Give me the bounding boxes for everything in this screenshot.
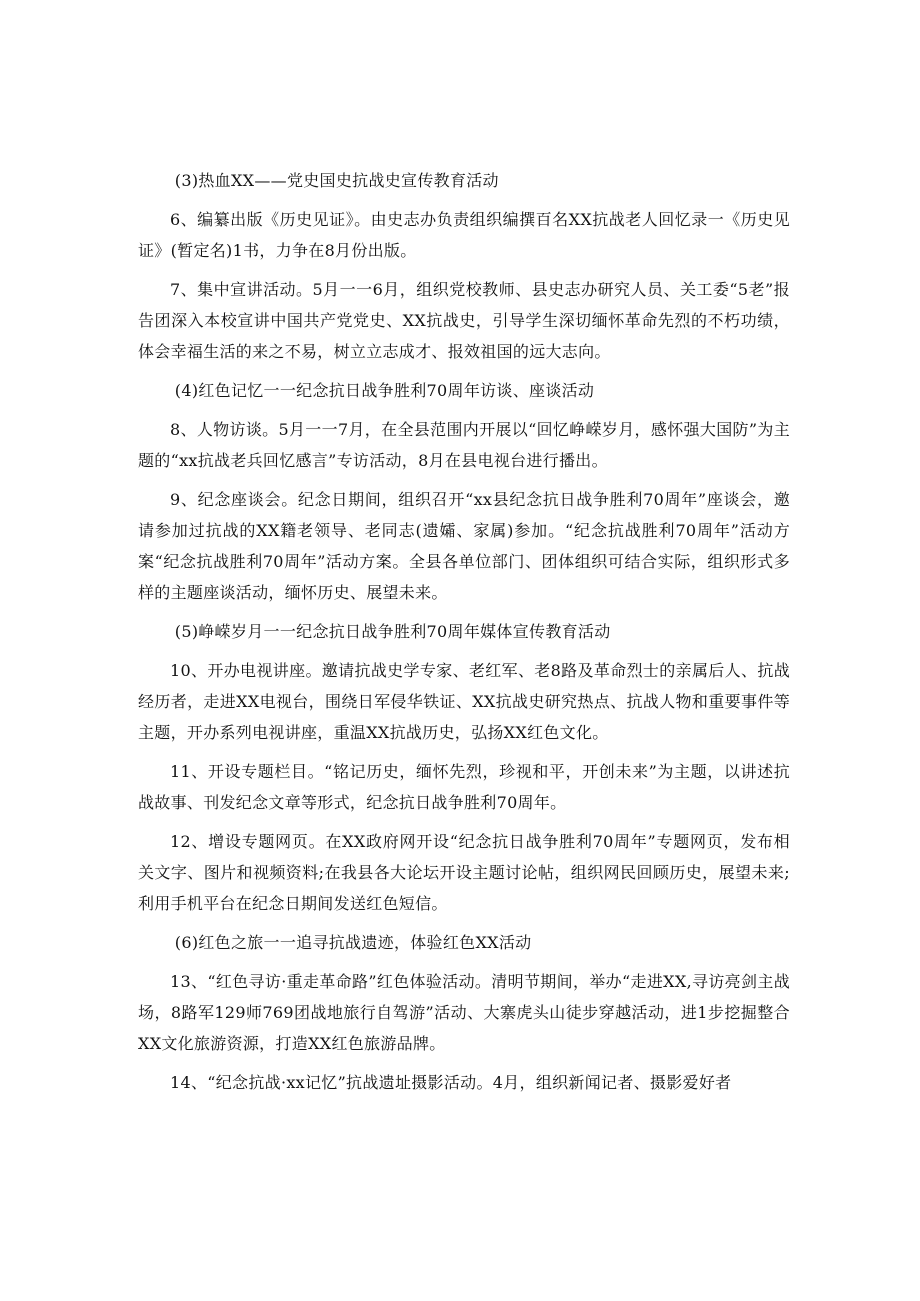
- paragraph-item-12: 12、增设专题网页。在XX政府网开设“纪念抗日战争胜利70周年”专题网页，发布相关文字、图片和视频资料;在我县各大论坛开设主题讨论帖，组织网民回顾历史，展望未来;利用手机平台在纪念日期间发送红色短信。: [138, 832, 790, 913]
- paragraph-item-6: 6、编纂出版《历史见证》。由史志办负责组织编撰百名XX抗战老人回忆录一《历史见证》(暂定名)1书，力争在8月份出版。: [138, 210, 790, 260]
- paragraph-item-11: 11、开设专题栏目。“铭记历史，缅怀先烈，珍视和平，开创未来”为主题，以讲述抗战故事、刊发纪念文章等形式，纪念抗日战争胜利70周年。: [138, 762, 790, 812]
- paragraph-item-10: 10、开办电视讲座。邀请抗战史学专家、老红军、老8路及革命烈士的亲属后人、抗战经历者，走进XX电视台，围绕日军侵华铁证、XX抗战史研究热点、抗战人物和重要事件等主题，开办系列电视讲座，重温XX抗战历史，弘扬XX红色文化。: [138, 661, 790, 742]
- section-heading-6: (6)红色之旅一一追寻抗战遗迹，体验红色XX活动: [174, 933, 532, 952]
- section-heading-3: (3)热血XX——党史国史抗战史宣传教育活动: [174, 171, 499, 190]
- section-heading-4: (4)红色记忆一一纪念抗日战争胜利70周年访谈、座谈活动: [174, 381, 595, 400]
- paragraph-item-9: 9、纪念座谈会。纪念日期间，组织召开“xx县纪念抗日战争胜利70周年”座谈会，邀请参加过抗战的XX籍老领导、老同志(遗孀、家属)参加。“纪念抗战胜利70周年”活动方案“纪念抗战胜利70周年”活动方案。全县各单位部门、团体组织可结合实际，组织形式多样的主题座谈活动，缅怀历史、展望未来。: [138, 490, 790, 602]
- paragraph-item-13: 13、“红色寻访·重走革命路”红色体验活动。清明节期间，举办“走进XX,寻访亮剑主战场，8路军129师769团战地旅行自驾游”活动、大寨虎头山徒步穿越活动，进1步挖掘整合XX文化旅游资源，打造XX红色旅游品牌。: [138, 972, 790, 1053]
- section-heading-5: (5)峥嵘岁月一一纪念抗日战争胜利70周年媒体宣传教育活动: [174, 622, 611, 641]
- paragraph-item-8: 8、人物访谈。5月一一7月，在全县范围内开展以“回忆峥嵘岁月，感怀强大国防”为主题的“xx抗战老兵回忆感言”专访活动，8月在县电视台进行播出。: [138, 420, 790, 470]
- document-body: [138, 165, 790, 1106]
- paragraph-item-14: 14、“纪念抗战·xx记忆”抗战遗址摄影活动。4月，组织新闻记者、摄影爱好者: [170, 1073, 732, 1092]
- paragraph-item-7: 7、集中宣讲活动。5月一一6月，组织党校教师、县史志办研究人员、关工委“5老”报告团深入本校宣讲中国共产党党史、XX抗战史，引导学生深切缅怀革命先烈的不朽功绩，体会幸福生活的来之不易，树立立志成才、报效祖国的远大志向。: [138, 280, 790, 361]
